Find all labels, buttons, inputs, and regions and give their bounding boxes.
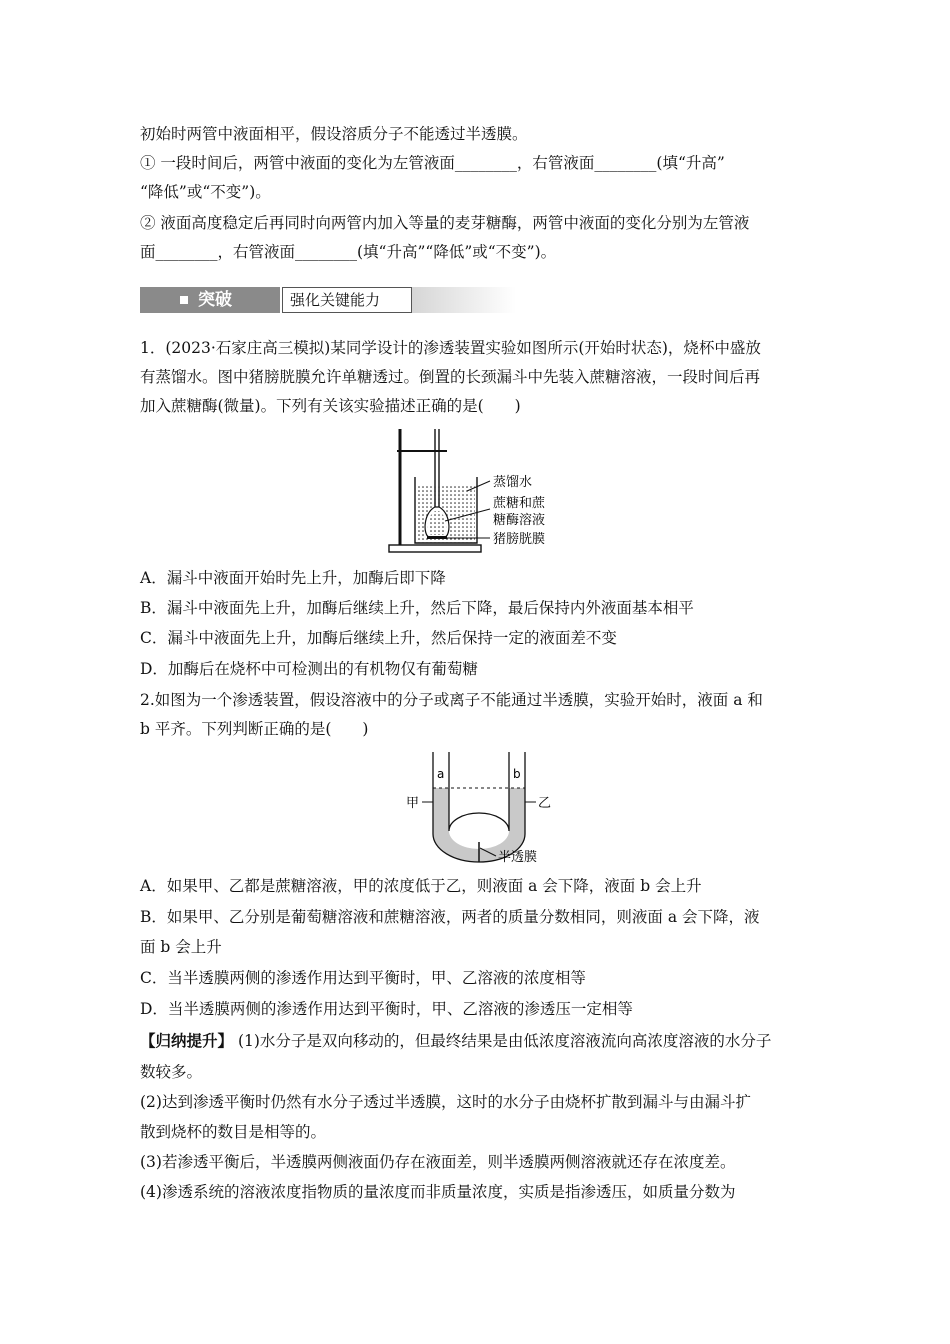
summary-point-3: (3)若渗透平衡后，半透膜两侧液面仍存在液面差，则半透膜两侧溶液就还存在浓度差。 [140,1153,736,1171]
banner-subtitle: 强化关键能力 [290,291,381,309]
banner-title: 突破 [198,290,232,310]
u-tube-inner [449,752,509,831]
section-banner [140,285,516,315]
q2-option-d: D．当半透膜两侧的渗透作用达到平衡时，甲、乙溶液的渗透压一定相等 [140,1000,633,1018]
intro-question-1: ① 一段时间后，两管中液面的变化为左管液面________，右管液面________(填“升高” [140,154,725,172]
intro-question-2-cont: 面________，右管液面________(填“升高”“降低”或“不变”)。 [140,243,557,261]
intro-question-1-cont: “降低”或“不变”)。 [140,183,271,201]
summary-tag: 【归纳提升】 [140,1032,234,1050]
summary-point-2-cont: 散到烧杯的数目是相等的。 [140,1123,327,1141]
q1-stem-1: 1．(2023·石家庄高三模拟)某同学设计的渗透装置实验如图所示(开始时状态)，烧杯中盛放 [140,339,761,357]
summary-point-4: (4)渗透系统的溶液浓度指物质的量浓度而非质量浓度，实质是指渗透压，如质量分数为 [140,1183,736,1201]
label-distilled-water: 蒸馏水 [493,475,533,490]
q1-option-d: D．加酶后在烧杯中可检测出的有机物仅有葡萄糖 [140,660,478,678]
summary-point-1-cont: 数较多。 [140,1063,203,1081]
pig-bladder-membrane [427,536,447,539]
intro-line-1: 初始时两管中液面相平，假设溶质分子不能透过半透膜。 [140,125,528,143]
summary-point-2: (2)达到渗透平衡时仍然有水分子透过半透膜，这时的水分子由烧杯扩散到漏斗与由漏斗扩 [140,1093,751,1111]
square-bullet-icon [180,296,188,304]
q1-stem-3: 加入蔗糖酶(微量)。下列有关该实验描述正确的是( ) [140,397,521,415]
q1-option-b: B．漏斗中液面先上升，加酶后继续上升，然后下降，最后保持内外液面基本相平 [140,599,694,617]
summary-line-1 [140,1030,812,1052]
q1-option-c: C．漏斗中液面先上升，加酶后继续上升，然后保持一定的液面差不变 [140,629,617,647]
q2-option-b-1: B．如果甲、乙分别是葡萄糖溶液和蔗糖溶液，两者的质量分数相同，则液面 a 会下降，液 [140,908,760,926]
intro-question-2: ② 液面高度稳定后再同时向两管内加入等量的麦芽糖酶，两管中液面的变化分别为左管液 [140,214,750,232]
label-a: a [437,767,445,781]
u-tube-figure [400,748,560,868]
label-membrane: 半透膜 [498,850,538,865]
q2-stem-1: 2.如图为一个渗透装置，假设溶液中的分子或离子不能通过半透膜，实验开始时，液面 a 和 [140,691,763,709]
label-jia: 甲 [406,796,420,811]
label-sucrose-enzyme-1: 蔗糖和蔗 [493,496,546,511]
q2-option-c: C．当半透膜两侧的渗透作用达到平衡时，甲、乙溶液的浓度相等 [140,969,586,987]
label-bladder-membrane: 猪膀胱膜 [493,532,546,547]
q1-option-a: A．漏斗中液面开始时先上升，加酶后即下降 [140,569,446,587]
label-sucrose-enzyme-2: 糖酶溶液 [493,513,546,528]
osmosis-apparatus-figure [385,425,575,555]
q1-stem-2: 有蒸馏水。图中猪膀胱膜允许单糖透过。倒置的长颈漏斗中先装入蔗糖溶液，一段时间后再 [140,368,761,386]
q2-option-b-2: 面 b 会上升 [140,938,222,956]
label-b: b [513,767,521,781]
summary-point-1: (1)水分子是双向移动的，但最终结果是由低浓度溶液流向高浓度溶液的水分子 [233,1032,772,1050]
q2-option-a: A．如果甲、乙都是蔗糖溶液，甲的浓度低于乙，则液面 a 会下降，液面 b 会上升 [140,877,702,895]
label-yi: 乙 [538,796,552,811]
q2-stem-2: b 平齐。下列判断正确的是( ) [140,720,369,738]
stand-base [389,545,481,552]
